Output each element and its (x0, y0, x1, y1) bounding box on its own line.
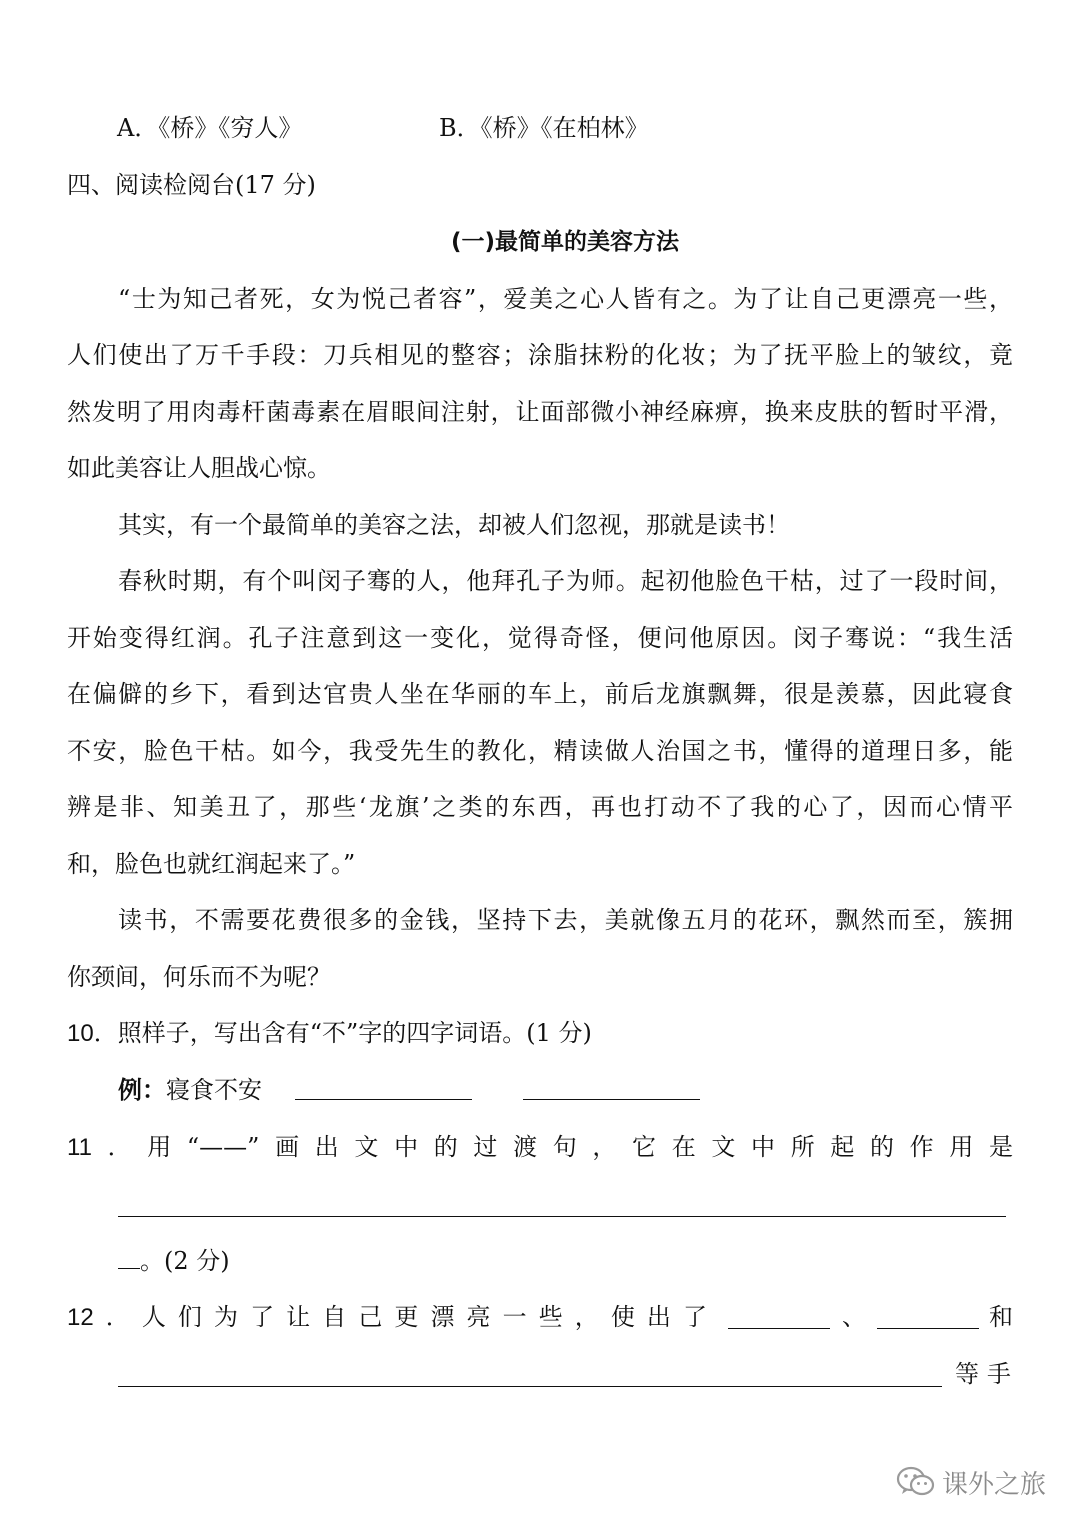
example-word: 寝食不安 (166, 1076, 262, 1104)
question-text: 用“——”画出文中的过渡句，它在文中所起的作用是 (147, 1133, 1013, 1161)
question-number: 12． (67, 1304, 142, 1331)
section-heading: 四、阅读检阅台(17 分) (67, 171, 316, 199)
passage-line: 你颈间，何乐而不为呢？ (67, 963, 331, 991)
passage-line: 读书，不需要花费很多的金钱，坚持下去，美就像五月的花环，飘然而至，簇拥 (118, 906, 1013, 934)
option-b: B．《桥》《在柏林》 (439, 114, 649, 142)
question-11-end (118, 1246, 518, 1276)
passage-line: 人们使出了万千手段：刀兵相见的整容；涂脂抹粉的化妆；为了抚平脸上的皱纹，竟 (67, 341, 1013, 369)
answer-blank[interactable] (523, 1077, 700, 1100)
passage-line: 和，脸色也就红润起来了。” (67, 850, 356, 878)
passage-line: 不安，脸色干枯。如今，我受先生的教化，精读做人治国之书，懂得的道理日多，能 (67, 737, 1013, 765)
answer-blank[interactable] (877, 1306, 979, 1329)
passage-line: 开始变得红润。孔子注意到这一变化，觉得奇怪，便问他原因。闵子骞说：“我生活 (67, 624, 1013, 652)
answer-line[interactable] (118, 1216, 1006, 1217)
passage-line: 春秋时期，有个叫闵子骞的人，他拜孔子为师。起初他脸色干枯，过了一段时间， (118, 567, 1013, 595)
wechat-icon (896, 1465, 936, 1499)
passage-line: 如此美容让人胆战心惊。 (67, 454, 331, 482)
answer-blank[interactable] (118, 1248, 140, 1269)
question-11 (67, 1132, 1013, 1163)
question-text: 人们为了让自己更漂亮一些，使出了 (141, 1303, 708, 1331)
option-a: A．《桥》《穷人》 (117, 114, 303, 142)
question-text: 照样子，写出含有“不”字的四字词语。(1 分) (117, 1019, 592, 1047)
question-number: 11． (67, 1134, 148, 1161)
question-10 (67, 1018, 1013, 1049)
separator-text: 、 (842, 1303, 866, 1331)
passage-line: 然发明了用肉毒杆菌毒素在眉眼间注射，让面部微小神经麻痹，换来皮肤的暂时平滑， (67, 398, 1013, 426)
answer-line[interactable] (118, 1386, 942, 1387)
watermark (896, 1462, 1046, 1502)
conjunction-text: 和 (989, 1303, 1013, 1331)
passage-line: 辨是非、知美丑了，那些‘龙旗’之类的东西，再也打动不了我的心了，因而心情平 (67, 793, 1013, 821)
passage-line: 其实，有一个最简单的美容之法，却被人们忽视，那就是读书！ (118, 511, 790, 539)
passage-line: “士为知己者死，女为悦己者容”，爱美之心人皆有之。为了让自己更漂亮一些， (118, 285, 1013, 313)
passage-title: (一)最简单的美容方法 (450, 229, 680, 255)
question-12-tail: 等手 (955, 1360, 1019, 1388)
answer-blank[interactable] (295, 1077, 472, 1100)
passage-line: 在偏僻的乡下，看到达官贵人坐在华丽的车上，前后龙旗飘舞，很是羡慕，因此寝食 (67, 680, 1013, 708)
question-10-example (118, 1075, 1013, 1105)
answer-blank[interactable] (728, 1306, 830, 1329)
watermark-text: 课外之旅 (942, 1469, 1047, 1500)
question-end: 。(2 分) (140, 1247, 230, 1275)
question-number: 10． (67, 1020, 118, 1047)
example-label: 例： (118, 1076, 166, 1104)
